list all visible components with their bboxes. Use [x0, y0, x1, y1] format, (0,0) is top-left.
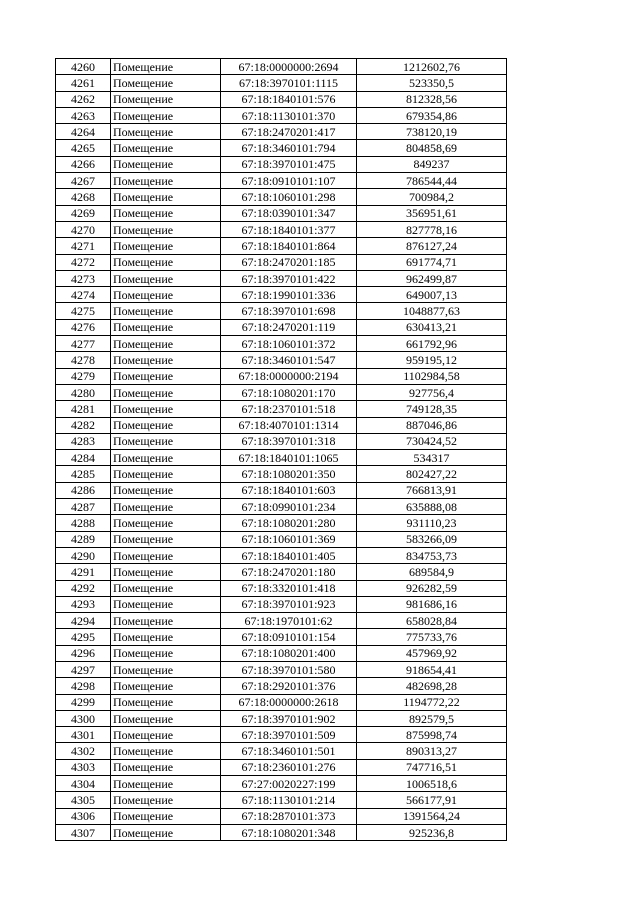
table-row	[56, 450, 507, 466]
row-number-cell: 4292	[56, 580, 111, 596]
row-number-cell: 4290	[56, 547, 111, 563]
cadastral-number-cell: 67:18:1990101:336	[221, 287, 357, 303]
table-row	[56, 776, 507, 792]
cadastral-value-cell: 649007,13	[357, 287, 507, 303]
table-row	[56, 466, 507, 482]
cadastral-number-cell: 67:18:0390101:347	[221, 205, 357, 221]
cadastral-value-cell: 827778,16	[357, 221, 507, 237]
table-row	[56, 499, 507, 515]
cadastral-value-cell: 931110,23	[357, 515, 507, 531]
cadastral-number-cell: 67:18:1080201:350	[221, 466, 357, 482]
table-row	[56, 384, 507, 400]
object-type-cell: Помещение	[111, 596, 221, 612]
row-number-cell: 4302	[56, 743, 111, 759]
cadastral-number-cell: 67:27:0020227:199	[221, 776, 357, 792]
table-row	[56, 189, 507, 205]
object-type-cell: Помещение	[111, 238, 221, 254]
object-type-cell: Помещение	[111, 417, 221, 433]
cadastral-value-cell: 658028,84	[357, 613, 507, 629]
cadastral-value-cell: 890313,27	[357, 743, 507, 759]
cadastral-number-cell: 67:18:2470201:119	[221, 319, 357, 335]
row-number-cell: 4274	[56, 287, 111, 303]
cadastral-value-cell: 679354,86	[357, 107, 507, 123]
row-number-cell: 4263	[56, 107, 111, 123]
object-type-cell: Помещение	[111, 564, 221, 580]
cadastral-number-cell: 67:18:3970101:509	[221, 727, 357, 743]
table-row	[56, 482, 507, 498]
cadastral-number-cell: 67:18:3460101:547	[221, 352, 357, 368]
table-row	[56, 319, 507, 335]
row-number-cell: 4307	[56, 824, 111, 840]
cadastral-value-cell: 749128,35	[357, 401, 507, 417]
cadastral-number-cell: 67:18:0000000:2694	[221, 59, 357, 75]
row-number-cell: 4279	[56, 368, 111, 384]
cadastral-value-cell: 661792,96	[357, 336, 507, 352]
cadastral-value-cell: 482698,28	[357, 678, 507, 694]
table-row	[56, 613, 507, 629]
row-number-cell: 4304	[56, 776, 111, 792]
cadastral-number-cell: 67:18:2470201:180	[221, 564, 357, 580]
table-row	[56, 221, 507, 237]
cadastral-value-cell: 892579,5	[357, 710, 507, 726]
cadastral-number-cell: 67:18:1080201:348	[221, 824, 357, 840]
cadastral-number-cell: 67:18:0000000:2618	[221, 694, 357, 710]
table-row	[56, 515, 507, 531]
object-type-cell: Помещение	[111, 368, 221, 384]
table-row	[56, 401, 507, 417]
cadastral-value-cell: 1194772,22	[357, 694, 507, 710]
object-type-cell: Помещение	[111, 205, 221, 221]
row-number-cell: 4298	[56, 678, 111, 694]
cadastral-number-cell: 67:18:3970101:902	[221, 710, 357, 726]
table-row	[56, 596, 507, 612]
cadastral-value-cell: 786544,44	[357, 173, 507, 189]
cadastral-value-cell: 875998,74	[357, 727, 507, 743]
row-number-cell: 4303	[56, 759, 111, 775]
cadastral-number-cell: 67:18:0000000:2194	[221, 368, 357, 384]
object-type-cell: Помещение	[111, 450, 221, 466]
row-number-cell: 4261	[56, 75, 111, 91]
cadastral-value-cell: 876127,24	[357, 238, 507, 254]
row-number-cell: 4301	[56, 727, 111, 743]
row-number-cell: 4289	[56, 531, 111, 547]
object-type-cell: Помещение	[111, 678, 221, 694]
row-number-cell: 4262	[56, 91, 111, 107]
object-type-cell: Помещение	[111, 499, 221, 515]
row-number-cell: 4288	[56, 515, 111, 531]
cadastral-value-cell: 981686,16	[357, 596, 507, 612]
object-type-cell: Помещение	[111, 515, 221, 531]
object-type-cell: Помещение	[111, 173, 221, 189]
row-number-cell: 4264	[56, 124, 111, 140]
row-number-cell: 4294	[56, 613, 111, 629]
table-row	[56, 433, 507, 449]
cadastral-value-cell: 566177,91	[357, 792, 507, 808]
table-row	[56, 580, 507, 596]
cadastral-number-cell: 67:18:1080201:400	[221, 645, 357, 661]
cadastral-value-cell: 356951,61	[357, 205, 507, 221]
table-row	[56, 645, 507, 661]
cadastral-value-cell: 1391564,24	[357, 808, 507, 824]
object-type-cell: Помещение	[111, 156, 221, 172]
row-number-cell: 4282	[56, 417, 111, 433]
cadastral-number-cell: 67:18:1840101:405	[221, 547, 357, 563]
cadastral-number-cell: 67:18:1840101:377	[221, 221, 357, 237]
table-row	[56, 743, 507, 759]
table-row	[56, 629, 507, 645]
row-number-cell: 4272	[56, 254, 111, 270]
cadastral-value-cell: 927756,4	[357, 384, 507, 400]
cadastral-number-cell: 67:18:4070101:1314	[221, 417, 357, 433]
cadastral-value-cell: 766813,91	[357, 482, 507, 498]
cadastral-number-cell: 67:18:3970101:580	[221, 661, 357, 677]
table-row	[56, 173, 507, 189]
row-number-cell: 4285	[56, 466, 111, 482]
cadastral-value-cell: 689584,9	[357, 564, 507, 580]
object-type-cell: Помещение	[111, 547, 221, 563]
row-number-cell: 4266	[56, 156, 111, 172]
object-type-cell: Помещение	[111, 384, 221, 400]
cadastral-value-cell: 926282,59	[357, 580, 507, 596]
cadastral-value-cell: 730424,52	[357, 433, 507, 449]
object-type-cell: Помещение	[111, 776, 221, 792]
cadastral-value-cell: 700984,2	[357, 189, 507, 205]
cadastral-number-cell: 67:18:3320101:418	[221, 580, 357, 596]
cadastral-number-cell: 67:18:3970101:475	[221, 156, 357, 172]
object-type-cell: Помещение	[111, 482, 221, 498]
row-number-cell: 4296	[56, 645, 111, 661]
table-row	[56, 727, 507, 743]
cadastral-value-cell: 925236,8	[357, 824, 507, 840]
object-type-cell: Помещение	[111, 189, 221, 205]
cadastral-value-cell: 523350,5	[357, 75, 507, 91]
table-row	[56, 417, 507, 433]
cadastral-value-cell: 834753,73	[357, 547, 507, 563]
cadastral-value-cell: 635888,08	[357, 499, 507, 515]
table-row	[56, 336, 507, 352]
cadastral-number-cell: 67:18:0990101:234	[221, 499, 357, 515]
cadastral-value-table	[55, 58, 507, 841]
cadastral-value-cell: 747716,51	[357, 759, 507, 775]
cadastral-value-cell: 962499,87	[357, 270, 507, 286]
cadastral-number-cell: 67:18:1130101:370	[221, 107, 357, 123]
row-number-cell: 4293	[56, 596, 111, 612]
cadastral-number-cell: 67:18:1840101:864	[221, 238, 357, 254]
object-type-cell: Помещение	[111, 661, 221, 677]
table-row	[56, 91, 507, 107]
object-type-cell: Помещение	[111, 645, 221, 661]
row-number-cell: 4275	[56, 303, 111, 319]
row-number-cell: 4267	[56, 173, 111, 189]
cadastral-number-cell: 67:18:1060101:298	[221, 189, 357, 205]
object-type-cell: Помещение	[111, 140, 221, 156]
cadastral-value-cell: 583266,09	[357, 531, 507, 547]
object-type-cell: Помещение	[111, 59, 221, 75]
cadastral-number-cell: 67:18:2870101:373	[221, 808, 357, 824]
object-type-cell: Помещение	[111, 580, 221, 596]
table-body	[56, 59, 507, 841]
row-number-cell: 4299	[56, 694, 111, 710]
row-number-cell: 4273	[56, 270, 111, 286]
object-type-cell: Помещение	[111, 287, 221, 303]
row-number-cell: 4269	[56, 205, 111, 221]
object-type-cell: Помещение	[111, 107, 221, 123]
table-row	[56, 547, 507, 563]
cadastral-value-cell: 1102984,58	[357, 368, 507, 384]
table-row	[56, 107, 507, 123]
cadastral-number-cell: 67:18:2470201:185	[221, 254, 357, 270]
row-number-cell: 4278	[56, 352, 111, 368]
object-type-cell: Помещение	[111, 270, 221, 286]
cadastral-value-cell: 1006518,6	[357, 776, 507, 792]
row-number-cell: 4276	[56, 319, 111, 335]
table-row	[56, 694, 507, 710]
object-type-cell: Помещение	[111, 336, 221, 352]
cadastral-number-cell: 67:18:1060101:369	[221, 531, 357, 547]
table-row	[56, 792, 507, 808]
table-row	[56, 352, 507, 368]
table-row	[56, 124, 507, 140]
cadastral-number-cell: 67:18:1130101:214	[221, 792, 357, 808]
table-row	[56, 710, 507, 726]
cadastral-value-cell: 534317	[357, 450, 507, 466]
cadastral-number-cell: 67:18:1080201:170	[221, 384, 357, 400]
cadastral-number-cell: 67:18:2370101:518	[221, 401, 357, 417]
row-number-cell: 4291	[56, 564, 111, 580]
cadastral-number-cell: 67:18:3970101:698	[221, 303, 357, 319]
cadastral-number-cell: 67:18:1840101:603	[221, 482, 357, 498]
cadastral-value-cell: 775733,76	[357, 629, 507, 645]
object-type-cell: Помещение	[111, 727, 221, 743]
row-number-cell: 4271	[56, 238, 111, 254]
table-row	[56, 368, 507, 384]
cadastral-number-cell: 67:18:2360101:276	[221, 759, 357, 775]
cadastral-value-cell: 1212602,76	[357, 59, 507, 75]
object-type-cell: Помещение	[111, 694, 221, 710]
cadastral-number-cell: 67:18:1840101:1065	[221, 450, 357, 466]
object-type-cell: Помещение	[111, 824, 221, 840]
cadastral-number-cell: 67:18:0910101:107	[221, 173, 357, 189]
row-number-cell: 4270	[56, 221, 111, 237]
object-type-cell: Помещение	[111, 792, 221, 808]
object-type-cell: Помещение	[111, 319, 221, 335]
cadastral-value-cell: 691774,71	[357, 254, 507, 270]
table-row	[56, 156, 507, 172]
table-row	[56, 531, 507, 547]
row-number-cell: 4280	[56, 384, 111, 400]
object-type-cell: Помещение	[111, 254, 221, 270]
row-number-cell: 4300	[56, 710, 111, 726]
table-row	[56, 678, 507, 694]
row-number-cell: 4277	[56, 336, 111, 352]
cadastral-number-cell: 67:18:1840101:576	[221, 91, 357, 107]
cadastral-number-cell: 67:18:3970101:318	[221, 433, 357, 449]
cadastral-number-cell: 67:18:3970101:1115	[221, 75, 357, 91]
row-number-cell: 4281	[56, 401, 111, 417]
cadastral-number-cell: 67:18:3460101:794	[221, 140, 357, 156]
object-type-cell: Помещение	[111, 75, 221, 91]
table-row	[56, 808, 507, 824]
table-row	[56, 75, 507, 91]
table-row	[56, 140, 507, 156]
table-row	[56, 287, 507, 303]
object-type-cell: Помещение	[111, 221, 221, 237]
table-row	[56, 270, 507, 286]
row-number-cell: 4283	[56, 433, 111, 449]
object-type-cell: Помещение	[111, 531, 221, 547]
cadastral-number-cell: 67:18:1970101:62	[221, 613, 357, 629]
cadastral-value-cell: 959195,12	[357, 352, 507, 368]
object-type-cell: Помещение	[111, 352, 221, 368]
table-row	[56, 238, 507, 254]
row-number-cell: 4306	[56, 808, 111, 824]
cadastral-number-cell: 67:18:3970101:923	[221, 596, 357, 612]
object-type-cell: Помещение	[111, 433, 221, 449]
object-type-cell: Помещение	[111, 303, 221, 319]
row-number-cell: 4305	[56, 792, 111, 808]
object-type-cell: Помещение	[111, 808, 221, 824]
table-row	[56, 759, 507, 775]
table-row	[56, 59, 507, 75]
object-type-cell: Помещение	[111, 613, 221, 629]
table-row	[56, 824, 507, 840]
row-number-cell: 4295	[56, 629, 111, 645]
object-type-cell: Помещение	[111, 124, 221, 140]
row-number-cell: 4286	[56, 482, 111, 498]
cadastral-value-cell: 804858,69	[357, 140, 507, 156]
table-row	[56, 303, 507, 319]
row-number-cell: 4260	[56, 59, 111, 75]
object-type-cell: Помещение	[111, 629, 221, 645]
cadastral-number-cell: 67:18:2920101:376	[221, 678, 357, 694]
table-row	[56, 564, 507, 580]
object-type-cell: Помещение	[111, 466, 221, 482]
cadastral-value-cell: 887046,86	[357, 417, 507, 433]
row-number-cell: 4287	[56, 499, 111, 515]
object-type-cell: Помещение	[111, 91, 221, 107]
cadastral-number-cell: 67:18:1080201:280	[221, 515, 357, 531]
cadastral-value-cell: 802427,22	[357, 466, 507, 482]
cadastral-number-cell: 67:18:0910101:154	[221, 629, 357, 645]
row-number-cell: 4268	[56, 189, 111, 205]
table-row	[56, 205, 507, 221]
object-type-cell: Помещение	[111, 743, 221, 759]
object-type-cell: Помещение	[111, 710, 221, 726]
cadastral-number-cell: 67:18:3970101:422	[221, 270, 357, 286]
cadastral-number-cell: 67:18:3460101:501	[221, 743, 357, 759]
cadastral-number-cell: 67:18:1060101:372	[221, 336, 357, 352]
cadastral-value-cell: 849237	[357, 156, 507, 172]
row-number-cell: 4265	[56, 140, 111, 156]
cadastral-value-cell: 812328,56	[357, 91, 507, 107]
cadastral-value-cell: 738120,19	[357, 124, 507, 140]
cadastral-value-cell: 630413,21	[357, 319, 507, 335]
object-type-cell: Помещение	[111, 401, 221, 417]
row-number-cell: 4284	[56, 450, 111, 466]
row-number-cell: 4297	[56, 661, 111, 677]
cadastral-value-cell: 1048877,63	[357, 303, 507, 319]
table-row	[56, 254, 507, 270]
cadastral-value-cell: 457969,92	[357, 645, 507, 661]
cadastral-value-cell: 918654,41	[357, 661, 507, 677]
object-type-cell: Помещение	[111, 759, 221, 775]
cadastral-number-cell: 67:18:2470201:417	[221, 124, 357, 140]
table-row	[56, 661, 507, 677]
